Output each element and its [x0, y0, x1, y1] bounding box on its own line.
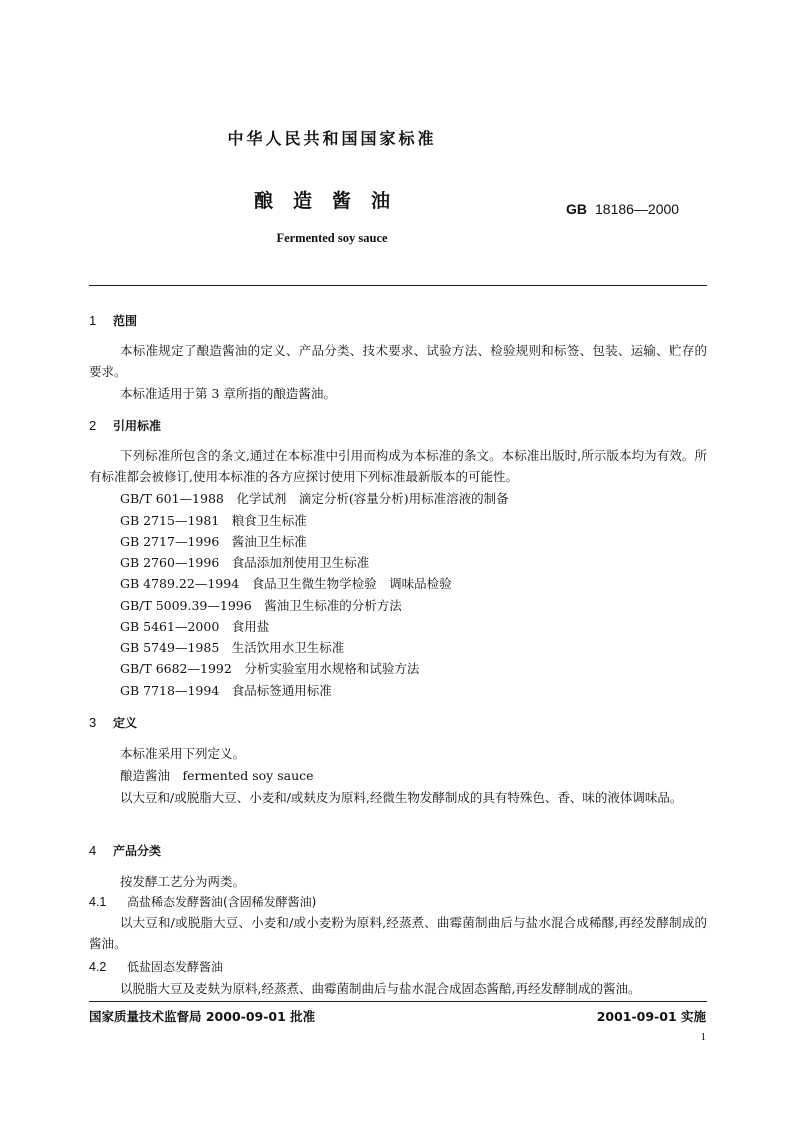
standard-code — [566, 201, 679, 217]
reference-item: GB 2715—1981 粮食卫生标准 — [120, 513, 307, 528]
term-chinese: 酿造酱油 — [120, 768, 171, 783]
section-4-heading — [89, 842, 161, 859]
reference-item: GB 7718—1994 食品标签通用标准 — [120, 683, 332, 698]
section-4-intro: 按发酵工艺分为两类。 — [120, 874, 246, 889]
code-prefix: GB — [566, 201, 587, 217]
section-2-intro: 下列标准所包含的条文,通过在本标准中引用而构成为本标准的条文。本标准出版时,所示版本均为有效。所有标准都会被修订,使用本标准的各方应探讨使用下列标准最新版本的可能性。 — [89, 448, 707, 484]
reference-item: GB 2717—1996 酱油卫生标准 — [120, 534, 307, 549]
term-english: fermented soy sauce — [182, 768, 314, 783]
english-title: Fermented soy sauce — [276, 231, 388, 245]
implementation-date: 2001-09-01 实施 — [596, 1009, 706, 1024]
reference-item: GB 2760—1996 食品添加剂使用卫生标准 — [120, 555, 370, 570]
reference-item: GB 4789.22—1994 食品卫生微生物学检验 调味品检验 — [120, 576, 452, 591]
subsection-4-2-text: 以脱脂大豆及麦麸为原料,经蒸煮、曲霉菌制曲后与盐水混合成固态酱醅,再经发酵制成的酱油。 — [120, 981, 641, 996]
subsection-title: 低盐固态发酵酱油 — [127, 960, 224, 974]
section-number: 1 — [89, 313, 97, 328]
reference-item: GB/T 601—1988 化学试剂 滴定分析(容量分析)用标准溶液的制备 — [120, 491, 509, 506]
section-1-paragraph-1: 本标准规定了酿造酱油的定义、产品分类、技术要求、试验方法、检验规则和标签、包装、运输、贮存的要求。 — [89, 343, 707, 379]
document-title: 酿造酱油 — [253, 190, 410, 212]
term-definition: 以大豆和/或脱脂大豆、小麦和/或麸皮为原料,经微生物发酵制成的具有特殊色、香、味的液体调味品。 — [120, 790, 683, 805]
section-1-heading — [89, 312, 137, 329]
section-3-intro: 本标准采用下列定义。 — [120, 746, 246, 761]
header-divider — [89, 285, 707, 286]
section-title: 引用标准 — [113, 419, 162, 433]
section-number: 4 — [89, 843, 97, 858]
subsection-number: 4.2 — [89, 960, 107, 974]
subsection-title: 高盐稀态发酵酱油(含固稀发酵酱油) — [127, 895, 317, 909]
section-title: 定义 — [113, 716, 138, 730]
reference-item: GB/T 6682—1992 分析实验室用水规格和试验方法 — [120, 661, 420, 676]
section-title: 范围 — [113, 314, 138, 328]
approval-line: 国家质量技术监督局 2000-09-01 批准 — [89, 1009, 316, 1024]
section-number: 3 — [89, 715, 97, 730]
section-2-heading — [89, 417, 161, 434]
section-title: 产品分类 — [113, 844, 162, 858]
page-number: 1 — [700, 1031, 706, 1043]
reference-item: GB 5749—1985 生活饮用水卫生标准 — [120, 640, 345, 655]
section-1-paragraph-2: 本标准适用于第 3 章所指的酿造酱油。 — [120, 386, 336, 401]
section-number: 2 — [89, 418, 97, 433]
section-3-heading — [89, 714, 137, 731]
term-entry — [120, 766, 314, 784]
subsection-4-2-heading — [89, 958, 223, 975]
subsection-number: 4.1 — [89, 895, 107, 909]
subsection-4-1-text: 以大豆和/或脱脂大豆、小麦和/或小麦粉为原料,经蒸煮、曲霉菌制曲后与盐水混合成稀醪,再经发酵制成的酱油。 — [89, 915, 707, 951]
reference-item: GB/T 5009.39—1996 酱油卫生标准的分析方法 — [120, 598, 402, 613]
subsection-4-1-heading — [89, 893, 316, 910]
footer-divider — [89, 1001, 707, 1002]
national-standard-heading: 中华人民共和国国家标准 — [227, 129, 437, 148]
code-number: 18186—2000 — [595, 201, 680, 217]
reference-item: GB 5461—2000 食用盐 — [120, 619, 270, 634]
